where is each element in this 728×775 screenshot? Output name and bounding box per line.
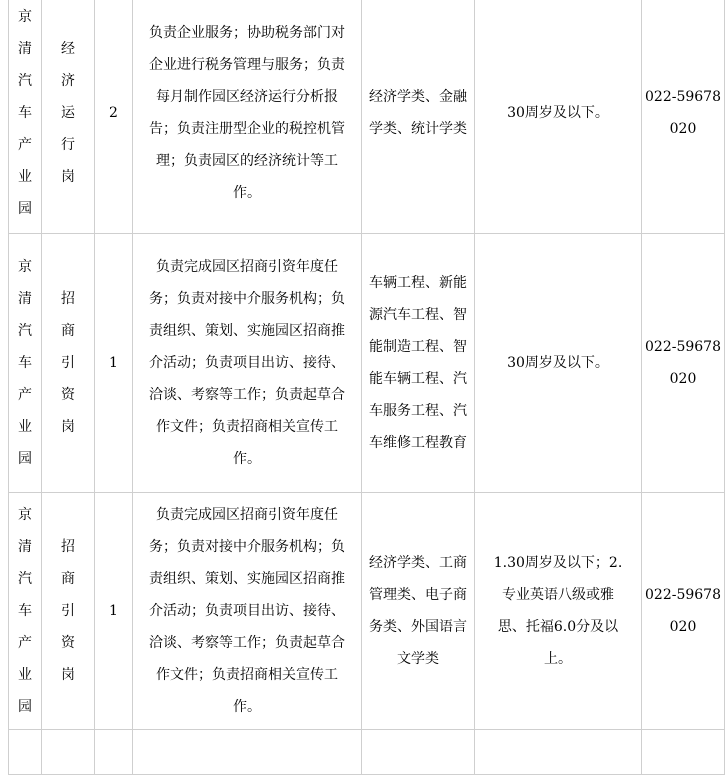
table-row — [9, 234, 725, 493]
major-cell: 车辆工程、新能源汽车工程、智能制造工程、智能车辆工程、汽车服务工程、汽车维修工程教育 — [362, 234, 475, 493]
duty-cell: 负责完成园区招商引资年度任务；负责对接中介服务机构；负责组织、策划、实施园区招商推介活动；负责项目出访、接待、洽谈、考察等工作；负责起草合作文件；负责招商相关宣传工作。 — [133, 234, 362, 493]
requirement-cell: 30周岁及以下。 — [475, 234, 642, 493]
unit-cell: 京清汽车产业园 — [9, 234, 42, 493]
post-cell: 招商引资岗 — [42, 234, 95, 493]
unit-cell: 京清汽车产业园 — [9, 0, 42, 234]
count-cell: 1 — [95, 234, 133, 493]
phone-cell: 022-59678020 — [642, 0, 725, 234]
requirement-cell: 30周岁及以下。 — [475, 0, 642, 234]
count-cell: 1 — [95, 493, 133, 730]
post-cell: 经济运行岗 — [42, 0, 95, 234]
post-cell: 招商引资岗 — [42, 493, 95, 730]
requirement-cell: 1.30周岁及以下；2.专业英语八级或雅思、托福6.0分及以上。 — [475, 493, 642, 730]
table-row-partial — [9, 730, 725, 775]
phone-cell: 022-59678020 — [642, 493, 725, 730]
table-row — [9, 493, 725, 730]
table-row — [9, 0, 725, 234]
duty-cell: 负责完成园区招商引资年度任务；负责对接中介服务机构；负责组织、策划、实施园区招商推介活动；负责项目出访、接待、洽谈、考察等工作；负责起草合作文件；负责招商相关宣传工作。 — [133, 493, 362, 730]
major-cell: 经济学类、金融学类、统计学类 — [362, 0, 475, 234]
unit-cell: 京清汽车产业园 — [9, 493, 42, 730]
duty-cell: 负责企业服务；协助税务部门对企业进行税务管理与服务；负责每月制作园区经济运行分析报告；负责注册型企业的税控机管理；负责园区的经济统计等工作。 — [133, 0, 362, 234]
major-cell: 经济学类、工商管理类、电子商务类、外国语言文学类 — [362, 493, 475, 730]
phone-cell: 022-59678020 — [642, 234, 725, 493]
recruitment-table — [8, 0, 725, 775]
count-cell: 2 — [95, 0, 133, 234]
